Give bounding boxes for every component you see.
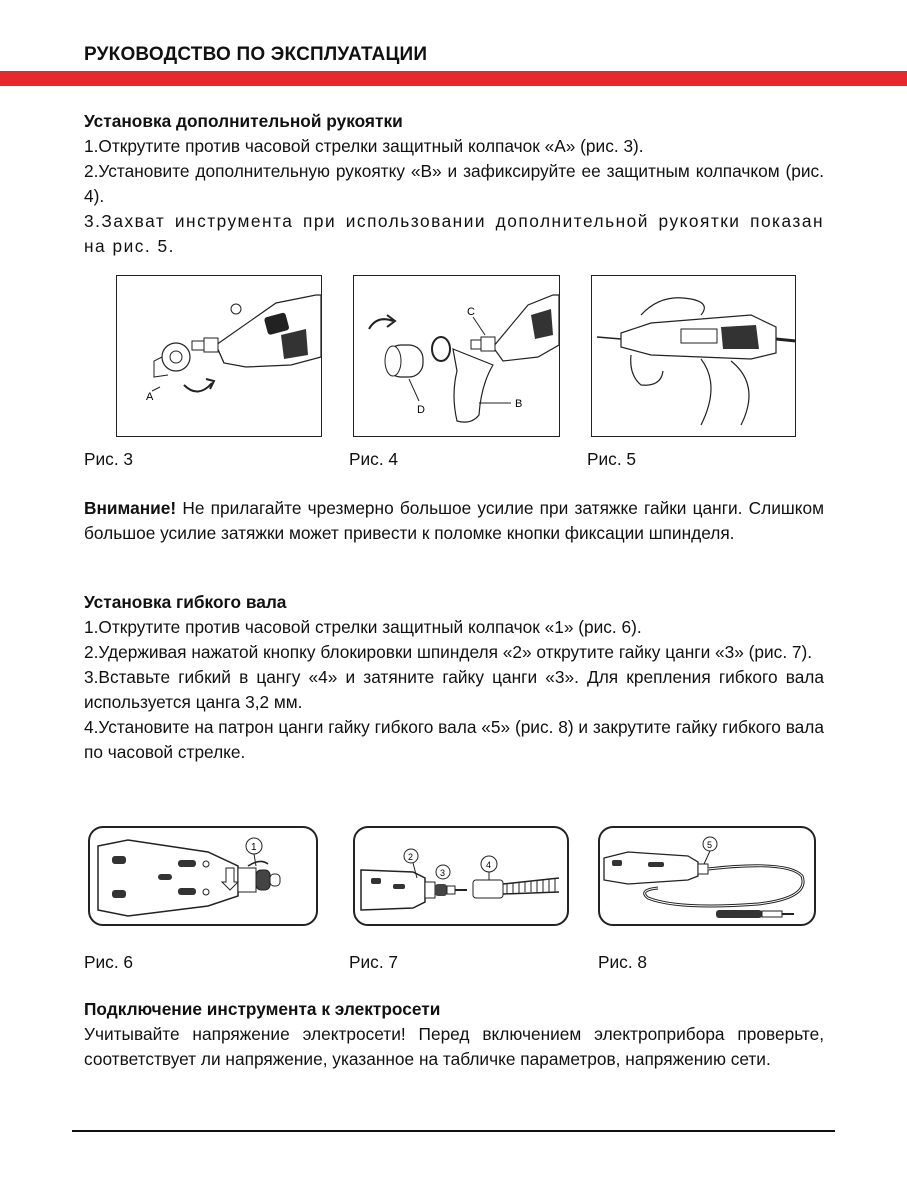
figure-4-drawing <box>353 275 560 437</box>
fig4-label-b: B <box>515 398 523 410</box>
caption-fig-6: Рис. 6 <box>84 952 134 972</box>
step-3: 3.Захват инструмента при использовании дополнительной рукоятки показан на рис. 5. <box>84 211 824 256</box>
warning-body: Не прилагайте чрезмерно большое усилие при затяжке гайки цанги. Слишком большое усилие затяжки может привести к поломке кнопки фиксации шпинделя. <box>84 498 824 543</box>
flex-shaft-section <box>84 590 824 765</box>
step-3: 3.Вставьте гибкий в цангу «4» и затяните гайку цанги «3». Для крепления гибкого вала используется цанга 3,2 мм. <box>84 667 824 712</box>
fig8-label-5: 5 <box>707 840 713 850</box>
figure-3-drawing <box>116 275 322 437</box>
fig7-label-2: 2 <box>408 852 414 862</box>
power-text: Учитывайте напряжение электросети! Перед включением электроприбора проверьте, соответствует ли напряжение, указанное на табличке параметров, напряжению сети. <box>84 1024 824 1069</box>
step-2: 2.Удерживая нажатой кнопку блокировки шпинделя «2» открутите гайку цанги «3» (рис. 7). <box>84 642 813 662</box>
fig4-label-c: C <box>467 306 475 318</box>
figure-5-drawing <box>591 275 796 437</box>
section-heading: Установка гибкого вала <box>84 592 287 612</box>
figure-6 <box>88 826 318 926</box>
fig7-label-3: 3 <box>440 868 446 878</box>
caption-fig-7: Рис. 7 <box>349 952 399 972</box>
figure-7 <box>353 826 569 926</box>
step-2: 2.Установите дополнительную рукоятку «В» и зафиксируйте ее защитным колпачком (рис. 4). <box>84 161 824 206</box>
figure-4 <box>353 275 560 437</box>
figure-6-drawing <box>88 826 318 926</box>
warning-text <box>84 496 824 546</box>
section-heading: Подключение инструмента к электросети <box>84 999 441 1019</box>
figure-7-drawing <box>353 826 569 926</box>
section-heading: Установка дополнительной рукоятки <box>84 111 403 131</box>
fig4-label-d: D <box>417 404 425 416</box>
header-accent-bar <box>0 71 907 86</box>
figure-5 <box>591 275 796 437</box>
page-header-title: РУКОВОДСТВО ПО ЭКСПЛУАТАЦИИ <box>84 44 428 65</box>
figure-8-drawing <box>598 826 816 926</box>
fig6-label-1: 1 <box>251 842 257 853</box>
handle-install-section <box>84 109 824 259</box>
footer-rule <box>72 1130 835 1132</box>
power-section <box>84 997 824 1072</box>
step-1: 1.Открутите против часовой стрелки защитный колпачок «А» (рис. 3). <box>84 136 644 156</box>
fig3-label-a: A <box>146 391 154 403</box>
caption-fig-5: Рис. 5 <box>587 449 637 469</box>
step-4: 4.Установите на патрон цанги гайку гибкого вала «5» (рис. 8) и закрутите гайку гибкого вала по часовой стрелке. <box>84 717 824 762</box>
caption-fig-8: Рис. 8 <box>598 952 648 972</box>
caption-fig-4: Рис. 4 <box>349 449 399 469</box>
caption-fig-3: Рис. 3 <box>84 449 134 469</box>
figure-8 <box>598 826 816 926</box>
warning-label: Внимание! <box>84 498 177 518</box>
figure-3 <box>116 275 322 437</box>
fig7-label-4: 4 <box>486 860 492 870</box>
warning-section <box>84 496 824 546</box>
step-1: 1.Открутите против часовой стрелки защитный колпачок «1» (рис. 6). <box>84 617 642 637</box>
